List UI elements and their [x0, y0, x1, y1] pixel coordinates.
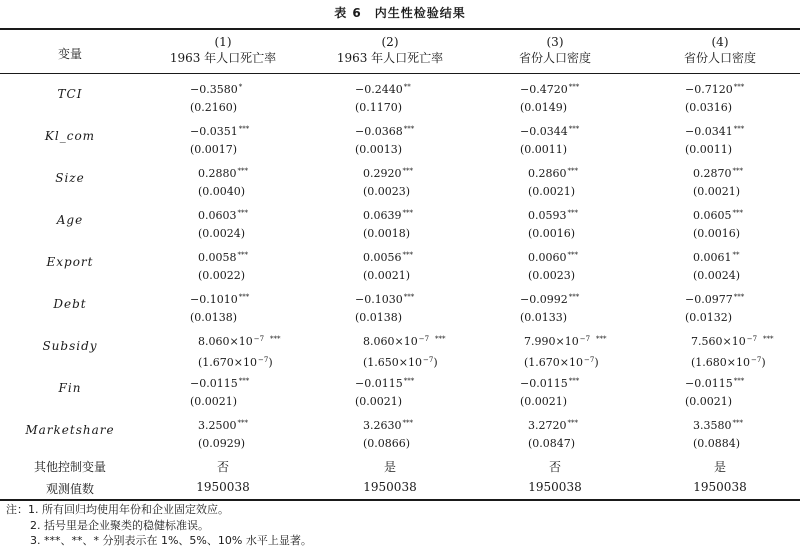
variable-name: Debt — [53, 297, 87, 311]
standard-error: (0.0040) — [198, 185, 246, 198]
standard-error: (0.0138) — [355, 311, 403, 324]
coefficient: 0.0056 — [363, 251, 402, 264]
coefficient: 3.2500 — [198, 419, 237, 432]
standard-error-mantissa: (1.680×10 — [691, 356, 750, 369]
significance-stars: *** — [733, 293, 745, 301]
significance-stars: *** — [596, 335, 607, 343]
top-rule — [0, 28, 800, 30]
significance-stars: *** — [567, 419, 578, 427]
exponent: −7 — [584, 356, 595, 364]
coefficient: −0.0341 — [685, 125, 733, 138]
coefficient: 0.0061 — [693, 251, 732, 264]
coefficient: −0.0115 — [685, 377, 733, 390]
column-label: 1963 年人口死亡率 — [169, 51, 277, 65]
table-title: 表 6 内生性检验结果 — [334, 6, 466, 20]
significance-stars: *** — [568, 125, 580, 133]
coefficient: 7.990×10 — [524, 335, 579, 348]
summary-label: 观测值数 — [45, 482, 94, 496]
standard-error: (0.0847) — [528, 437, 576, 450]
variable-name: Subsidy — [42, 339, 98, 353]
table-cell — [190, 120, 249, 159]
column-head-2 — [305, 34, 475, 66]
coefficient: 0.0593 — [528, 209, 567, 222]
standard-error: (0.0021) — [190, 395, 238, 408]
coefficient: −0.0344 — [520, 125, 568, 138]
summary-row — [0, 456, 800, 476]
table-cell — [520, 288, 579, 327]
column-label: 省份人口密度 — [683, 51, 756, 65]
variable-name: Export — [46, 255, 94, 269]
column-number: (4) — [711, 35, 729, 49]
column-number: (3) — [546, 35, 564, 49]
variable-name: TCI — [57, 87, 83, 101]
coefficient: −0.1010 — [190, 293, 238, 306]
coefficient: 0.0639 — [363, 209, 402, 222]
significance-stars: *** — [435, 335, 446, 343]
variable-name: Marketshare — [25, 423, 115, 437]
standard-error: (0.0023) — [363, 185, 411, 198]
standard-error: (0.0024) — [693, 269, 741, 282]
column-head-4 — [635, 34, 800, 66]
table-row — [0, 117, 800, 159]
coefficient: −0.0115 — [355, 377, 403, 390]
significance-stars: *** — [567, 251, 578, 259]
standard-error: (0.0132) — [685, 311, 733, 324]
table-row — [0, 411, 800, 453]
significance-stars: *** — [238, 293, 250, 301]
coefficient: −0.4720 — [520, 83, 568, 96]
exponent: −7 — [258, 356, 269, 364]
coefficient: 3.2630 — [363, 419, 402, 432]
standard-error: (0.1170) — [355, 101, 403, 114]
standard-error: (0.0021) — [693, 185, 741, 198]
coefficient: −0.7120 — [685, 83, 733, 96]
variable-name: Age — [56, 213, 84, 227]
summary-row — [0, 478, 800, 498]
significance-stars: *** — [732, 419, 743, 427]
column-label: 1963 年人口死亡率 — [336, 51, 444, 65]
significance-stars: *** — [568, 83, 580, 91]
exponent: −7 — [746, 335, 758, 343]
table-cell — [355, 120, 414, 159]
significance-stars: *** — [763, 335, 774, 343]
variable-name: Kl_com — [44, 129, 96, 143]
table-cell — [520, 120, 579, 159]
significance-stars: *** — [733, 377, 745, 385]
summary-value: 1950038 — [528, 480, 582, 494]
bottom-rule — [0, 499, 800, 501]
standard-error: (0.0022) — [198, 269, 246, 282]
table-cell — [363, 414, 413, 453]
table-cell — [693, 162, 743, 201]
coefficient: 8.060×10 — [363, 335, 418, 348]
variable-name: Size — [55, 171, 85, 185]
variable-name: Fin — [58, 381, 82, 395]
coefficient: −0.1030 — [355, 293, 403, 306]
coefficient: −0.2440 — [355, 83, 403, 96]
exponent: −7 — [751, 356, 762, 364]
standard-error: (0.0021) — [685, 395, 733, 408]
table-cell — [363, 246, 413, 285]
summary-label: 其他控制变量 — [33, 460, 106, 474]
significance-stars: *** — [402, 209, 413, 217]
closing-paren: ) — [268, 356, 273, 369]
table-cell — [691, 330, 774, 372]
significance-stars: *** — [403, 125, 415, 133]
table-cell — [355, 288, 414, 327]
table-cell — [190, 372, 249, 411]
column-number: (1) — [214, 35, 232, 49]
table-cell — [685, 288, 744, 327]
closing-paren: ) — [761, 356, 766, 369]
summary-value: 是 — [383, 460, 396, 474]
significance-stars: *** — [568, 377, 580, 385]
standard-error: (0.0018) — [363, 227, 411, 240]
coefficient: 8.060×10 — [198, 335, 253, 348]
coefficient: −0.0115 — [190, 377, 238, 390]
table-row — [0, 369, 800, 411]
closing-paren: ) — [594, 356, 599, 369]
significance-stars: *** — [237, 251, 248, 259]
coefficient: 0.0060 — [528, 251, 567, 264]
table-cell — [520, 78, 579, 117]
standard-error: (0.0316) — [685, 101, 733, 114]
standard-error: (0.0929) — [198, 437, 246, 450]
significance-stars: *** — [237, 167, 248, 175]
table-cell — [355, 78, 411, 117]
standard-error: (0.0011) — [685, 143, 733, 156]
coefficient: −0.0351 — [190, 125, 238, 138]
table-row — [0, 201, 800, 243]
standard-error: (0.0021) — [355, 395, 403, 408]
standard-error-mantissa: (1.670×10 — [524, 356, 583, 369]
standard-error: (0.0016) — [693, 227, 741, 240]
exponent: −7 — [579, 335, 591, 343]
table-cell — [693, 414, 743, 453]
coefficient: −0.0992 — [520, 293, 568, 306]
significance-stars: *** — [403, 377, 415, 385]
standard-error: (0.0023) — [528, 269, 576, 282]
table-cell — [528, 414, 578, 453]
significance-stars: *** — [237, 419, 248, 427]
coefficient: 0.0603 — [198, 209, 237, 222]
table-cell — [685, 372, 744, 411]
significance-stars: *** — [732, 209, 743, 217]
column-head-3 — [470, 34, 640, 66]
table-cell — [198, 162, 248, 201]
table-cell — [685, 78, 744, 117]
standard-error: (0.0149) — [520, 101, 568, 114]
table-cell — [190, 78, 242, 117]
significance-stars: *** — [237, 209, 248, 217]
significance-stars: *** — [402, 167, 413, 175]
coefficient: −0.0368 — [355, 125, 403, 138]
standard-error: (0.0021) — [528, 185, 576, 198]
significance-stars: *** — [732, 167, 743, 175]
significance-stars: *** — [568, 293, 580, 301]
table-cell — [198, 204, 248, 243]
summary-value: 否 — [548, 460, 561, 474]
table-cell — [693, 204, 743, 243]
header-variable-label: 变量 — [57, 47, 82, 61]
table-row — [0, 243, 800, 285]
note-line: 注：1. 所有回归均使用年份和企业固定效应。 — [6, 503, 229, 516]
column-label: 省份人口密度 — [518, 51, 591, 65]
significance-stars: *** — [733, 83, 745, 91]
table-cell — [693, 246, 740, 285]
standard-error: (0.2160) — [190, 101, 238, 114]
column-number: (2) — [381, 35, 399, 49]
table-cell — [363, 204, 413, 243]
significance-stars: *** — [238, 125, 250, 133]
table-cell — [528, 204, 578, 243]
exponent: −7 — [253, 335, 265, 343]
summary-value: 1950038 — [363, 480, 417, 494]
column-head-1 — [138, 34, 308, 66]
significance-stars: *** — [567, 167, 578, 175]
significance-stars: *** — [238, 377, 250, 385]
table-row — [0, 285, 800, 327]
note-line: 3. ***、**、* 分别表示在 1%、5%、10% 水平上显著。 — [30, 534, 312, 547]
table-cell — [363, 330, 446, 372]
summary-value: 1950038 — [196, 480, 250, 494]
table-cell — [363, 162, 413, 201]
standard-error: (0.0016) — [528, 227, 576, 240]
coefficient: 7.560×10 — [691, 335, 746, 348]
significance-stars: ** — [732, 251, 740, 259]
table-cell — [524, 330, 607, 372]
standard-error: (0.0866) — [363, 437, 411, 450]
note-line: 2. 括号里是企业聚类的稳健标准误。 — [30, 518, 209, 532]
table-cell — [685, 120, 744, 159]
significance-stars: * — [238, 83, 243, 91]
coefficient: 0.0605 — [693, 209, 732, 222]
significance-stars: ** — [403, 83, 411, 91]
table-cell — [528, 162, 578, 201]
standard-error: (0.0024) — [198, 227, 246, 240]
standard-error: (0.0011) — [520, 143, 568, 156]
table-cell — [190, 288, 249, 327]
table-row — [0, 75, 800, 117]
summary-value: 1950038 — [693, 480, 747, 494]
coefficient: 0.2880 — [198, 167, 237, 180]
summary-value: 否 — [216, 460, 229, 474]
table-cell — [528, 246, 578, 285]
standard-error-mantissa: (1.650×10 — [363, 356, 422, 369]
significance-stars: *** — [567, 209, 578, 217]
standard-error-mantissa: (1.670×10 — [198, 356, 257, 369]
significance-stars: *** — [402, 419, 413, 427]
exponent: −7 — [418, 335, 430, 343]
standard-error: (0.0133) — [520, 311, 568, 324]
standard-error: (0.0013) — [355, 143, 403, 156]
table-cell — [520, 372, 579, 411]
significance-stars: *** — [402, 251, 413, 259]
significance-stars: *** — [733, 125, 745, 133]
coefficient: 0.0058 — [198, 251, 237, 264]
standard-error: (0.0021) — [363, 269, 411, 282]
table-cell — [198, 414, 248, 453]
header-rule — [0, 73, 800, 74]
exponent: −7 — [423, 356, 434, 364]
closing-paren: ) — [433, 356, 438, 369]
table-cell — [198, 330, 281, 372]
coefficient: −0.3580 — [190, 83, 238, 96]
summary-value: 是 — [713, 460, 726, 474]
table-notes — [6, 502, 312, 549]
significance-stars: *** — [270, 335, 281, 343]
coefficient: −0.0115 — [520, 377, 568, 390]
coefficient: 3.3580 — [693, 419, 732, 432]
coefficient: 0.2920 — [363, 167, 402, 180]
coefficient: 0.2860 — [528, 167, 567, 180]
table-row — [0, 159, 800, 201]
table-row — [0, 327, 800, 369]
standard-error: (0.0884) — [693, 437, 741, 450]
coefficient: 0.2870 — [693, 167, 732, 180]
coefficient: −0.0977 — [685, 293, 733, 306]
table-cell — [198, 246, 248, 285]
coefficient: 3.2720 — [528, 419, 567, 432]
standard-error: (0.0138) — [190, 311, 238, 324]
table-cell — [355, 372, 414, 411]
standard-error: (0.0021) — [520, 395, 568, 408]
significance-stars: *** — [403, 293, 415, 301]
standard-error: (0.0017) — [190, 143, 238, 156]
